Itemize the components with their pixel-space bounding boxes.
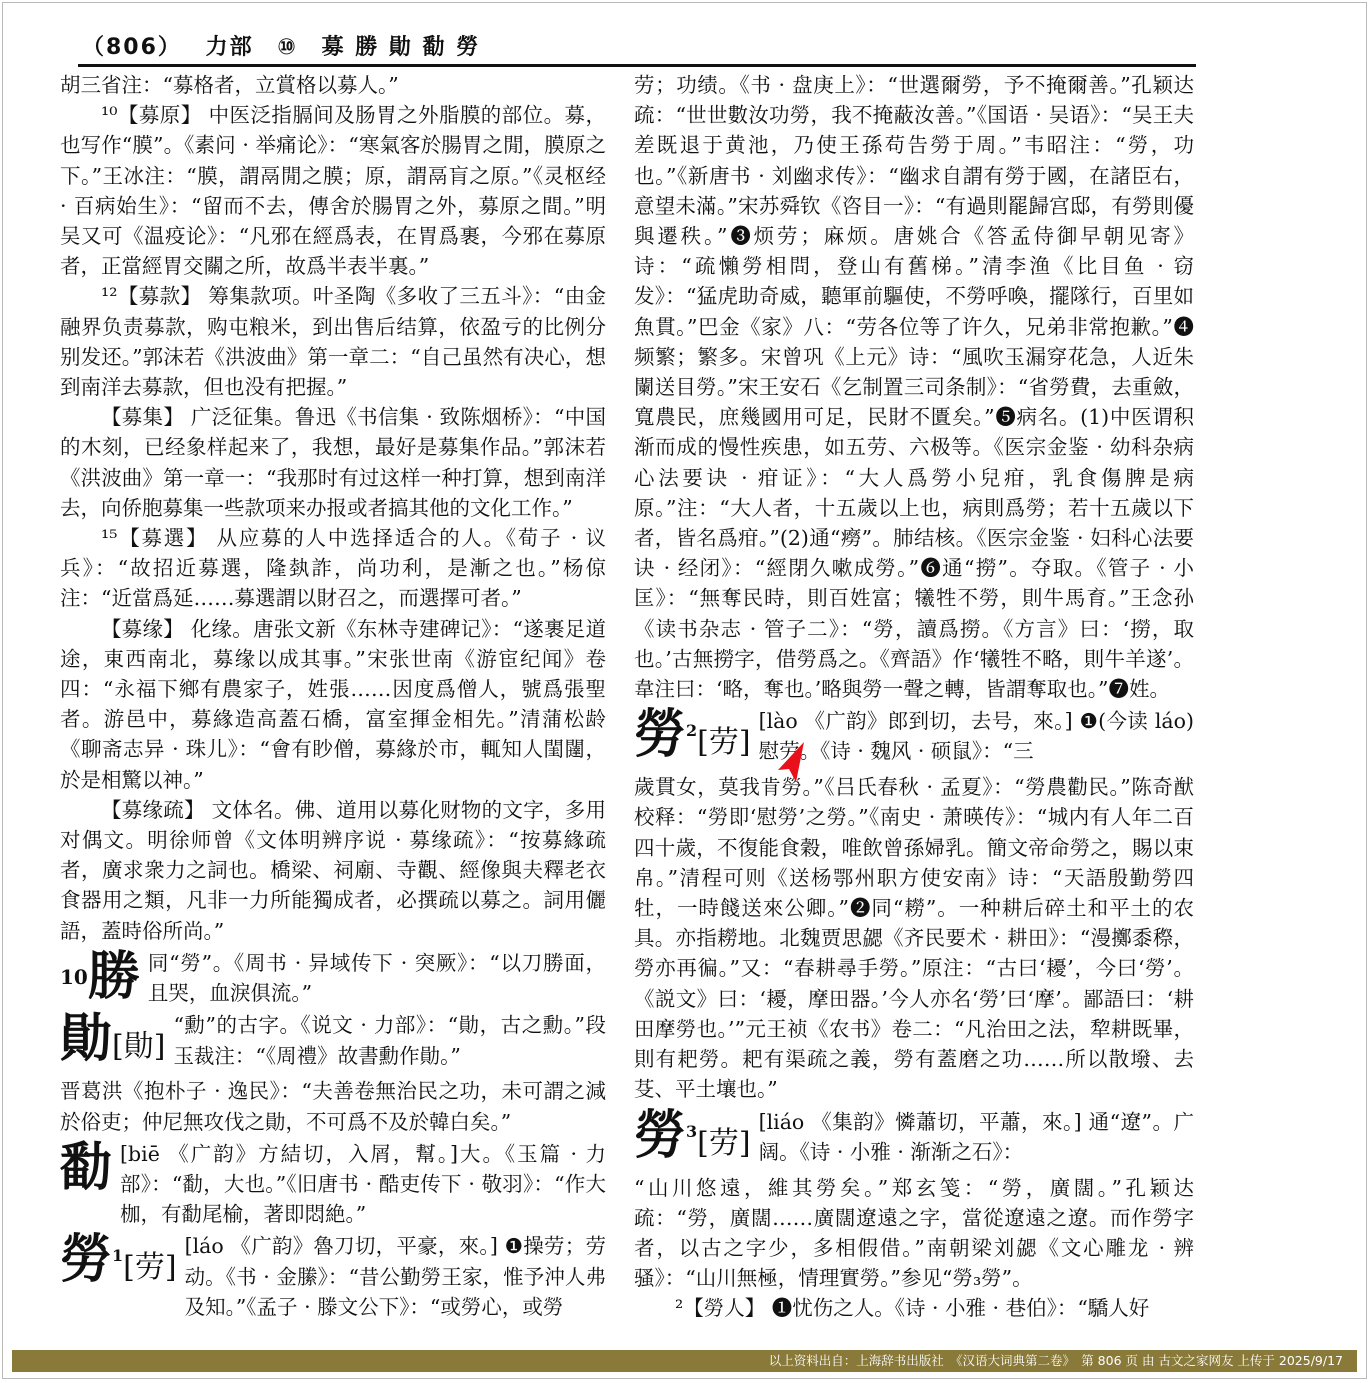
- entry-text: ²【勞人】 ❶忧伤之人。《诗 · 小雅 · 巷伯》：“驕人好: [675, 1296, 1150, 1321]
- entry-text: 劳；功绩。《书 · 盘庚上》：“世選爾勞，予不掩爾善。”孔颖达疏：“世世數汝功勞，我不掩蔽汝善。”《国语 · 吴语》：“吴王夫差既退于黄池，乃使王孫苟告勞于周。”韦昭注：“勞，功也。”《新唐书 · 刘幽求传》：“幽求自謂有勞于國，在諸臣右，意望未滿。”宋苏舜钦《咨目一》：“有過則罷歸宫邸，有勞則優與遷秩。”❸烦劳；麻烦。唐姚合《答孟侍御早朝见寄》诗：“疏懶勞相問，登山有舊梯。”清李渔《比目鱼 · 窃发》：“猛虎助奇威，聽軍前驅使，不勞呼喚，擺隊行，百里如魚貫。”巴金《家》八：“劳各位等了许久，兄弟非常抱歉。”❹频繁；繁多。宋曾巩《上元》诗：“風吹玉漏穿花急，人近朱闌送目勞。”宋王安石《乞制置三司条制》：“省勞費，去重斂，寬農民，庶幾國用可足，民財不匱矣。”❺病名。(1)中医谓积渐而成的慢性疾患，如五劳、六极等。《医宗金鉴 · 幼科杂病心法要诀 · 疳证》：“大人爲勞小兒疳，乳食傷脾是病原。”注：“大人者，十五歲以上也，病則爲勞；若十五歲以下者，皆名爲疳。”(2)通“癆”。肺结核。《医宗金鉴 · 妇科心法要诀 · 经闭》：“經閉久嗽成勞。”❻通“撈”。夺取。《管子 · 小匡》：“無奪民時，則百姓富；犧牲不勞，則牛馬育。”王念孙《读书杂志 · 管子二》：“勞，讀爲撈。《方言》曰：‘撈，取也。’古無撈字，借勞爲之。《齊語》作‘犧牲不略，則牛羊遂’。韋注曰：‘略，奪也。’略與勞一聲之轉，皆謂奪取也。”❼姓。: [634, 73, 1194, 702]
- entry-text: 晋葛洪《抱朴子 · 逸民》：“夫善卷無治民之功，未可謂之減於俗吏；仲尼無攻伐之勛，不可爲不及於韓白矣。”: [60, 1079, 606, 1134]
- radical-label: 力部: [205, 35, 254, 60]
- entry-text: [liáo 《集韵》憐蕭切，平蕭，來。] 通“遼”。广阔。《诗 · 小雅 · 渐渐之石》：: [758, 1109, 1194, 1164]
- stroke-count: ⑩: [277, 35, 298, 60]
- headword: 勞$^3$[劳]: [634, 1104, 751, 1166]
- entry-text: [lào 《广韵》郎到切，去号，來。] ❶(今读 láo)慰劳。《诗 · 魏风 · 硕鼠》：“三: [758, 709, 1194, 764]
- header-rule: [78, 64, 1196, 67]
- entry-text: “勳”的古字。《说文 · 力部》：“勛，古之勳。”段玉裁注：“《周禮》故書勳作勛。”: [173, 1013, 606, 1068]
- page-header: [82, 30, 494, 60]
- entry-text: ¹⁵【募選】 从应募的人中选择适合的人。《荀子 · 议兵》：“故招近募選，隆埶詐，尚功利，是漸之也。”杨倞注：“近當爲延……募選謂以財召之，而選擇可者。”: [60, 526, 606, 611]
- right-column: [634, 70, 1194, 1324]
- entry-text: ¹²【募款】 筹集款项。叶圣陶《多收了三五斗》：“由金融界负责募款，购屯粮米，到出售后结算，依盈亏的比例分别发还。”郭沫若《洪波曲》第一章二：“自己虽然有决心，想到南洋去募款，但也没有把握。”: [60, 284, 606, 400]
- entry-text: [biē 《广韵》方結切，入屑，幫。]大。《玉篇 · 力部》：“勫，大也。”《旧唐书 · 酷吏传下 · 敬羽》：“作大枷，有勫尾榆，著即悶絶。”: [120, 1141, 606, 1227]
- header-chars: 募 勝 勛 勫 勞: [321, 35, 481, 60]
- red-arrow-icon: [772, 740, 816, 784]
- entry-text: 【募缘疏】 文体名。佛、道用以募化财物的文字，多用对偶文。明徐师曾《文体明辨序说 · 募缘疏》：“按募緣疏者，廣求衆力之詞也。橋梁、祠廟、寺觀、經像與夫釋老衣食器用之類，凡非一力所能獨成者，必撰疏以募之。詞用儷語，蓋時俗所尚。”: [60, 797, 606, 943]
- entry-text: 【募缘】 化缘。唐张文新《东林寺建碑记》：“遂裹足道途，東西南北，募缘以成其事。”宋张世南《游宦纪闻》卷四：“永福下鄉有農家子，姓張……因度爲僧人，號爲張聖者。游邑中，募緣造高蓋石橋，富室揮金相先。”清蒲松龄《聊斋志异 · 珠儿》：“會有眇僧，募緣於市，輒知人閨闥，於是相驚以神。”: [60, 616, 606, 792]
- headword: 勞$^2$[劳]: [634, 704, 751, 766]
- headword-entry: [60, 945, 606, 1008]
- headword-entry: [634, 1104, 1194, 1173]
- entry-text: 【募集】 广泛征集。鲁迅《书信集 · 致陈烟桥》：“中国的木刻，已经象样起来了，我想，最好是募集作品。”郭沫若《洪波曲》第一章一：“我那时有过这样一种打算，想到南洋去，向侨胞募集一些款项来办报或者搞其他的文化工作。”: [60, 405, 606, 520]
- headword-entry: [60, 1231, 606, 1322]
- entry-text: 歲貫女，莫我肯勞。”《吕氏春秋 · 孟夏》：“勞農勸民。”陈奇猷校释：“勞即‘慰勞’之勞。”《南史 · 萧暎传》：“城内有人年二百四十歲，不復能食穀，唯飲曾孫婦乳。簡文帝命勞之，賜以束帛。”清程可则《送杨鄂州职方使安南》诗：“天語殷勤勞四牡，一時餞送來公卿。”❷同“耮”。一种耕后碎土和平土的农具。亦指耮地。北魏贾思勰《齐民要术 · 耕田》：“漫擲黍穄，勞亦再徧。”又：“春耕尋手勞。”原注：“古曰‘耰’，今曰‘勞’。《説文》曰：‘耰，摩田器。’今人亦名‘勞’曰‘摩’。鄙語曰：‘耕田摩勞也。’”元王祯《农书》卷二：“凡治田之法，犂耕既畢，則有耙勞。耙有渠疏之義，勞有蓋磨之功……所以散墢、去芟、平土壤也。”: [634, 775, 1194, 1102]
- headword-entry: [60, 1010, 606, 1076]
- headword: $^{10}$勝: [60, 945, 140, 1007]
- headword: 勫: [60, 1136, 113, 1198]
- entry-text: 同“勞”。《周书 · 异域传下 · 突厥》：“以刀勝面，且哭，血淚俱流。”: [147, 950, 606, 1006]
- headword: 勛[勛]: [60, 1008, 166, 1070]
- entry-text: [láo 《广韵》魯刀切，平豪，來。] ❶操劳；劳动。《书 · 金縢》：“昔公勤勞王家，惟予沖人弗及知。”《孟子 · 滕文公下》：“或勞心，或勞: [184, 1234, 606, 1319]
- entry-text: ¹⁰【募原】 中医泛指膈间及肠胃之外脂膜的部位。募，也写作“膜”。《素问 · 举痛论》：“寒氣客於腸胃之閒，膜原之下。”王冰注：“膜，謂鬲閒之膜；原，謂鬲肓之原。”《灵枢经 · 百病始生》：“留而不去，傳舍於腸胃之外，募原之間。”明吴又可《温疫论》：“凡邪在經爲表，在胃爲裹，今邪在募原者，正當經胃交關之所，故爲半表半裏。”: [60, 103, 606, 279]
- left-column: [60, 70, 606, 1322]
- headword: 勞$^1$[劳]: [60, 1229, 177, 1291]
- entry-text: 胡三省注：“募格者，立賞格以募人。”: [60, 73, 399, 97]
- page-number: （806）: [82, 35, 182, 60]
- headword-entry: [60, 1136, 606, 1230]
- headword-entry: [634, 706, 1194, 772]
- source-footer: 以上资料出自：上海辞书出版社 《汉语大词典第二卷》 第 806 页 由 古文之家网友 上传于 2025/9/17: [12, 1350, 1357, 1372]
- entry-text: “山川悠遠，維其勞矣。”郑玄笺：“勞，廣闊。”孔颖达疏：“勞，廣闊……廣闊遼遠之字，當從遼遠之遼。而作勞字者，以古之字少，多相假借。”南朝梁刘勰《文心雕龙 · 辨骚》：“山川無極，情理實勞。”参见“勞₃勞”。: [634, 1175, 1194, 1291]
